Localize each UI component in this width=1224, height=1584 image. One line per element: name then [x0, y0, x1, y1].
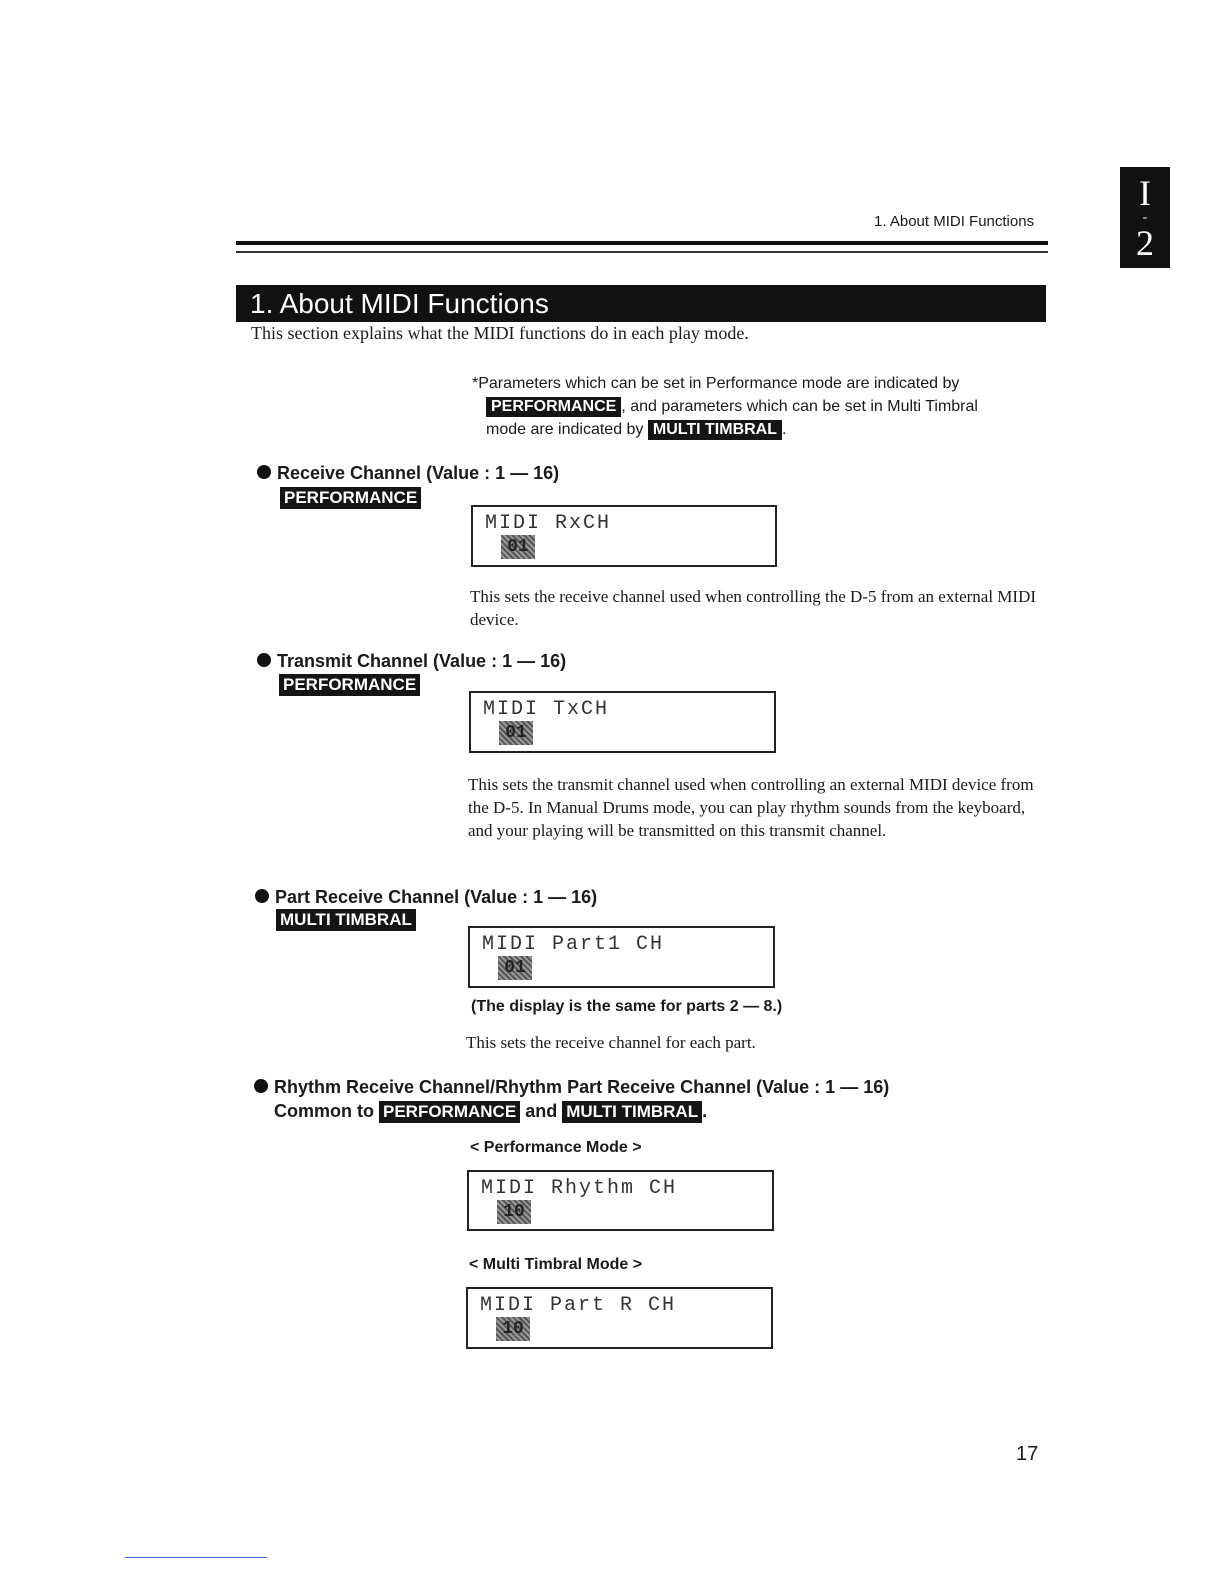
lcd-value: 10 — [497, 1200, 531, 1224]
param-mode-tag — [279, 674, 420, 696]
footer-line — [125, 1557, 267, 1558]
param-heading — [255, 887, 597, 908]
performance-tag: PERFORMANCE — [280, 487, 421, 509]
common-to-line — [274, 1101, 707, 1123]
note-line2-text: , and parameters which can be set in Multi Timbral — [621, 398, 978, 415]
param-description: This sets the receive channel for each part. — [466, 1033, 756, 1052]
param-value-range: (Value : 1 — 16) — [756, 1077, 890, 1097]
lcd-value: 01 — [501, 535, 535, 559]
lcd-line1: MIDI Rhythm CH — [481, 1177, 678, 1200]
common-to-end: . — [702, 1101, 708, 1121]
performance-tag: PERFORMANCE — [279, 674, 420, 696]
mode-note — [472, 372, 1047, 441]
param-heading-text: Part Receive Channel — [275, 887, 460, 907]
param-heading — [257, 651, 566, 672]
common-to-text: Common to — [274, 1101, 374, 1121]
header-rule-thin — [236, 251, 1048, 253]
multi-timbral-tag: MULTI TIMBRAL — [648, 420, 782, 440]
display-note: (The display is the same for parts 2 — 8.) — [471, 998, 783, 1015]
multi-timbral-tag: MULTI TIMBRAL — [276, 909, 416, 931]
param-description: This sets the transmit channel used when controlling an external MIDI device from the D-5. In Manual Drums mode, you can play rhythm sounds from the keyboard, and your playing will be transmitted on this transmit channel. — [468, 775, 1034, 840]
header-rule — [236, 241, 1048, 245]
perf-mode-label: < Performance Mode > — [470, 1139, 642, 1156]
bullet-icon — [254, 1079, 268, 1093]
bullet-icon — [257, 465, 271, 479]
lcd-value: 01 — [499, 721, 533, 745]
param-heading-text: Receive Channel — [277, 463, 422, 483]
performance-tag: PERFORMANCE — [486, 397, 621, 417]
lcd-line1: MIDI RxCH — [485, 512, 612, 535]
note-line3-end: . — [782, 421, 787, 438]
multi-timbral-tag: MULTI TIMBRAL — [562, 1101, 702, 1123]
note-line1: *Parameters which can be set in Performance mode are indicated by — [472, 375, 960, 392]
lcd-value: 10 — [496, 1317, 530, 1341]
bullet-icon — [255, 889, 269, 903]
lcd-line1: MIDI TxCH — [483, 698, 610, 721]
lcd-display — [471, 505, 777, 567]
running-head: 1. About MIDI Functions — [874, 213, 1035, 230]
note-line2 — [472, 395, 1047, 418]
section-intro: This section explains what the MIDI functions do in each play mode. — [251, 323, 749, 343]
param-mode-tag — [276, 909, 416, 931]
multi-mode-label: < Multi Timbral Mode > — [469, 1256, 643, 1273]
and-text: and — [525, 1101, 558, 1121]
chapter-tab-dash: - — [1142, 210, 1148, 225]
param-description: This sets the receive channel used when controlling the D-5 from an external MIDI device. — [470, 587, 1037, 629]
param-heading-text: Rhythm Receive Channel/Rhythm Part Receive Channel — [274, 1077, 752, 1097]
param-heading — [254, 1077, 889, 1098]
lcd-display — [466, 1287, 773, 1349]
section-title: 1. About MIDI Functions — [236, 285, 1046, 322]
note-line3 — [472, 418, 1047, 441]
lcd-line1: MIDI Part1 CH — [482, 933, 665, 956]
note-line3-text: mode are indicated by — [486, 421, 644, 438]
param-mode-tag — [280, 487, 421, 509]
page-number: 17 — [1016, 1443, 1039, 1465]
param-heading — [257, 463, 559, 484]
lcd-display — [468, 926, 775, 988]
lcd-display — [467, 1170, 774, 1231]
performance-tag: PERFORMANCE — [379, 1101, 520, 1123]
chapter-tab-number: 2 — [1136, 223, 1154, 263]
param-value-range: (Value : 1 — 16) — [426, 463, 560, 483]
lcd-display — [469, 691, 776, 753]
lcd-line1: MIDI Part R CH — [480, 1294, 677, 1317]
chapter-tab — [1120, 167, 1170, 268]
param-heading-text: Transmit Channel — [277, 651, 429, 671]
bullet-icon — [257, 653, 271, 667]
param-value-range: (Value : 1 — 16) — [433, 651, 567, 671]
lcd-value: 01 — [498, 956, 532, 980]
chapter-tab-roman: I — [1139, 173, 1151, 213]
param-value-range: (Value : 1 — 16) — [464, 887, 598, 907]
